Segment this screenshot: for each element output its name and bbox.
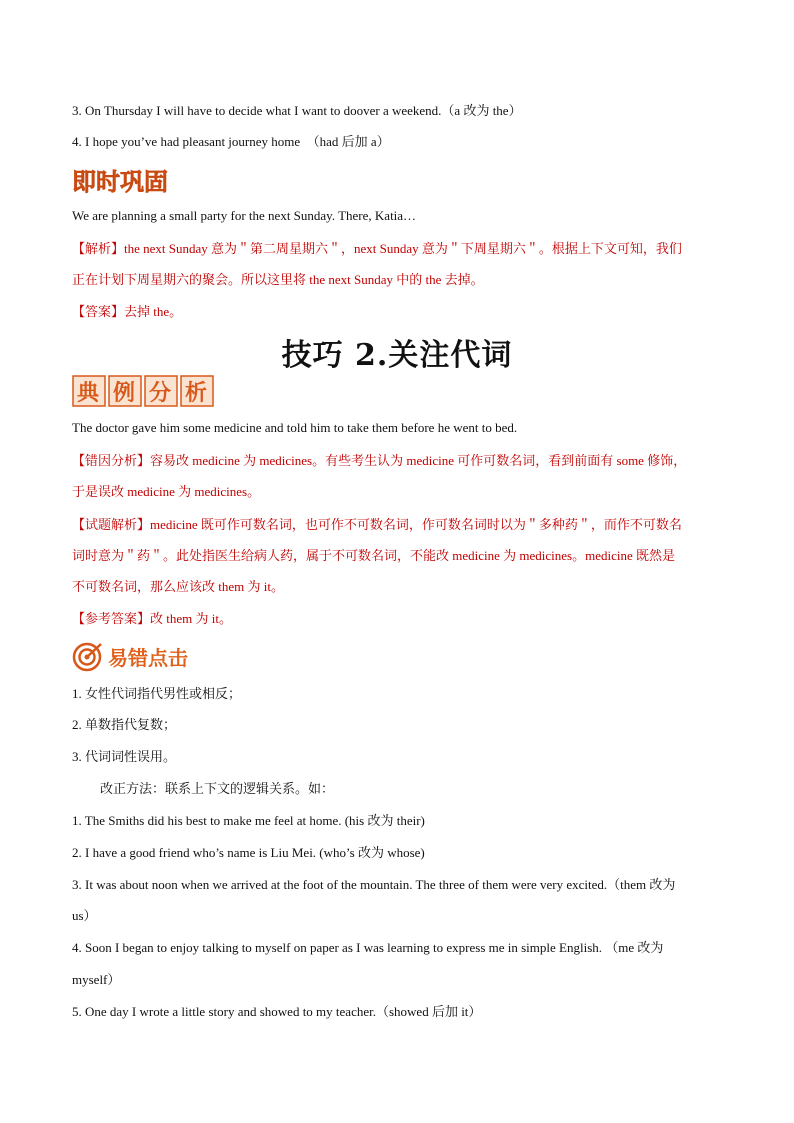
consolidate-analysis-line2: 正在计划下周星期六的聚会。所以这里将 the next Sunday 中的 the 去掉。 [72,272,484,287]
pitfall-example-5: 5. One day I wrote a little story and showed to my teacher.（showed 后加 it） [72,1004,482,1019]
example-heading-char-2: 例 [113,381,136,406]
example-heading-icon [72,374,217,408]
consolidate-heading-text: 即时巩固 [72,168,168,196]
consolidate-heading-badge [72,166,192,201]
example-heading-badge [72,374,217,413]
example-heading-char-3: 分 [149,381,172,406]
reference-tag: 【参考答案】 [72,611,151,626]
target-icon [72,641,222,673]
section-title: 技巧 2.关注代词 [281,338,513,373]
correction-method: 改正方法：联系上下文的逻辑关系。如： [100,781,335,796]
pitfall-item-2: 2. 单数指代复数； [72,717,177,732]
pitfall-example-3-cont: us） [72,908,97,923]
consolidate-sentence: We are planning a small party for the next Sunday. There, Katia… [72,208,417,223]
solution-line1 [72,516,724,534]
solution-tag: 【试题解析】 [72,517,151,532]
top-line-4: 4. I hope you’ve had pleasant journey home （had 后加 a） [72,134,390,149]
reference-text: 改 them 为 it。 [150,611,232,626]
top-line-3: 3. On Thursday I will have to decide what I want to doover a weekend.（a 改为 the） [72,103,522,118]
pitfall-example-2: 2. I have a good friend who’s name is Liu Mei. (who’s 改为 whose) [72,845,425,860]
pitfalls-heading-text: 易错点击 [108,646,188,670]
answer-tag: 【答案】 [72,304,125,319]
consolidate-analysis-line1 [72,240,724,258]
error-analysis-line1 [72,452,724,470]
pitfall-item-1: 1. 女性代词指代男性或相反； [72,686,242,701]
error-analysis-line2: 于是误改 medicine 为 medicines。 [72,484,261,499]
error-text-1: 容易改 medicine 为 medicines。有些考生认为 medicine 可作可数名词，看到前面有 some 修饰， [150,453,687,468]
solution-text-1: medicine 既可作可数名词，也可作不可数名词，作可数名词时以为＂多种药＂，而作不可数名 [150,517,682,532]
pitfall-example-4: 4. Soon I began to enjoy talking to myself on paper as I was learning to express me in simple English. （me 改为 [72,940,664,955]
consolidate-answer [72,303,724,321]
reference-answer [72,610,724,628]
consolidate-heading-icon [72,166,192,196]
pitfall-item-3: 3. 代词词性误用。 [72,749,177,764]
solution-line2: 词时意为＂药＂。此处指医生给病人药，属于不可数名词，不能改 medicine 为 medicines。medicine 既然是 [72,548,675,563]
pitfall-example-4-cont: myself） [72,972,121,987]
pitfall-example-1: 1. The Smiths did his best to make me feel at home. (his 改为 their) [72,813,425,828]
solution-line3: 不可数名词，那么应该改 them 为 it。 [72,579,284,594]
analysis-tag: 【解析】 [72,241,125,256]
example-heading-char-1: 典 [77,381,100,406]
example-heading-char-4: 析 [185,381,208,406]
analysis-text-1: the next Sunday 意为＂第二周星期六＂，next Sunday 意为＂下周星期六＂。根据上下文可知，我们 [124,241,682,256]
example-sentence: The doctor gave him some medicine and told him to take them before he went to bed. [72,420,518,435]
pitfalls-heading-badge [72,641,222,678]
answer-text: 去掉 the。 [124,304,183,319]
pitfall-example-3: 3. It was about noon when we arrived at the foot of the mountain. The three of them were very excited.（them 改为 [72,877,676,892]
error-tag: 【错因分析】 [72,453,151,468]
